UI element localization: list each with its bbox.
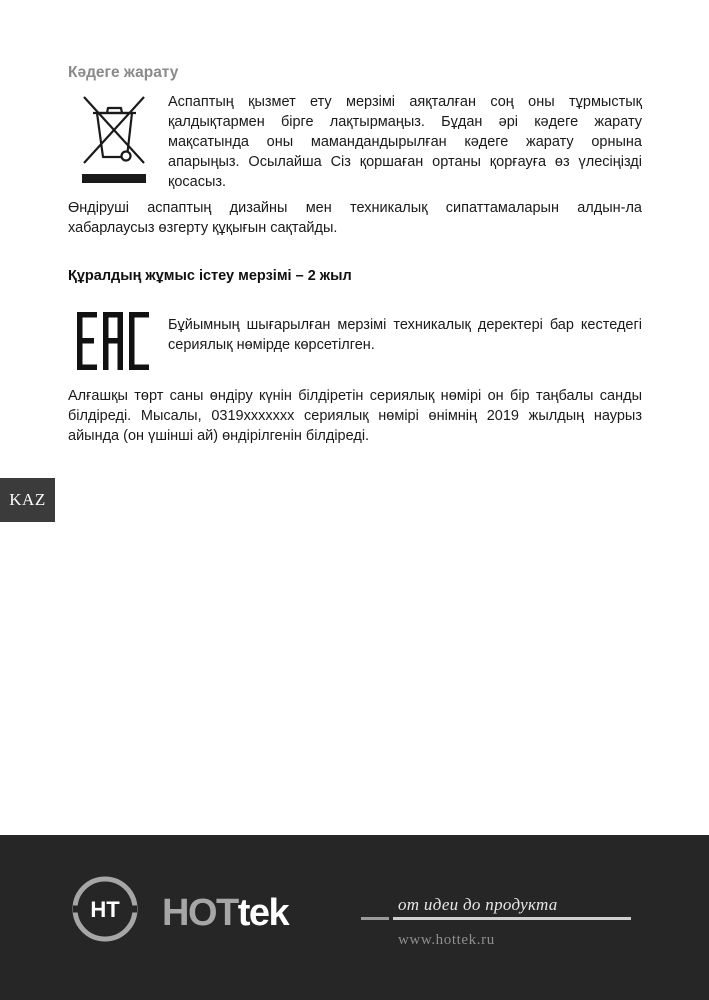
serial-number-paragraph: Алғашқы төрт саны өндіру күнін білдіретін сериялық нөмірі он бір таңбалы санды білдіреді. Мысалы, 0319xxxxxxx сериялық нөмірі өнімнің 2019 жылдың наурыз айында (он үшінші ай) өндірілгенін білдіреді. [68, 388, 642, 444]
slogan: от идеи до продукта [398, 895, 558, 914]
service-life-heading: Құралдың жұмыс істеу мерзімі – 2 жыл [68, 268, 352, 284]
slogan-dash [361, 917, 389, 920]
crossed-out-wheelie-bin-icon [80, 93, 148, 185]
slogan-underline [393, 917, 631, 920]
hottek-logo [70, 873, 340, 945]
svg-text:HOTtek [162, 892, 291, 934]
website-url: www.hottek.ru [398, 932, 495, 948]
eac-paragraph: Бұйымның шығарылған мерзімі техникалық деректері бар кестедегі сериялық нөмірде көрсетілген. [168, 317, 642, 353]
footer [0, 835, 709, 1000]
disposal-paragraph: Аспаптың қызмет ету мерзімі аяқталған соң оны тұрмыстық қалдықтармен бірге лақтырмаңыз. Бұдан әрі кәдеге жарату мақсатында оны мамандандырылған кәдеге жарату орнына апарыңыз. Осылайша Сіз қоршаған ортаны қорғауға өз үлесіңізді қосасыз. [168, 94, 642, 190]
manufacturer-rights-paragraph: Өндіруші аспаптың дизайны мен техникалық сипаттамаларын алдын-ла хабарлаусыз өзгерту құқығын сақтайды. [68, 200, 642, 236]
language-tab: KAZ [0, 478, 55, 522]
section-title-disposal: Кәдеге жарату [68, 64, 179, 81]
eac-mark-icon [77, 312, 151, 370]
brand-tek-text: tek [237, 892, 289, 934]
logo-mark-text: HT [90, 897, 120, 922]
brand-hot-text: HOT [162, 892, 238, 934]
